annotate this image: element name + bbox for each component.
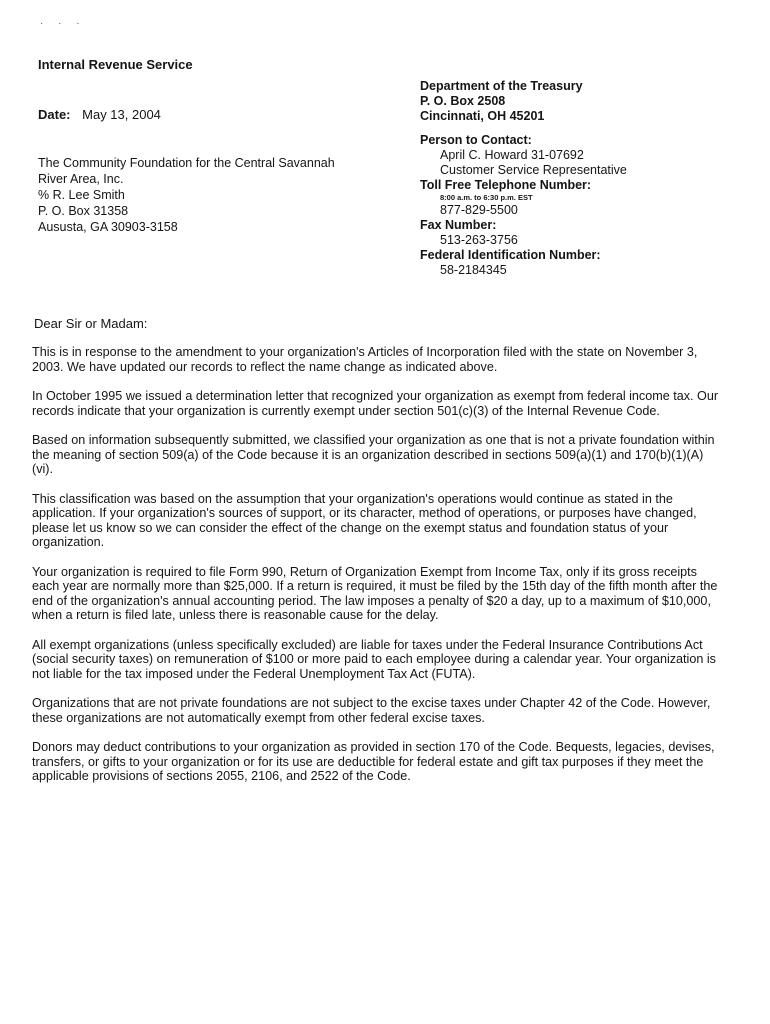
salutation: Dear Sir or Madam: <box>34 316 148 331</box>
body-paragraph: In October 1995 we issued a determination letter that recognized your organization as exempt from federal income tax. Our records indicate that your organization is currently exempt under section 501(c)(3) of the Internal Revenue Code. <box>32 389 719 418</box>
phone-label: Toll Free Telephone Number: <box>420 178 592 192</box>
fax-number: 513-263-3756 <box>440 233 518 247</box>
department-info-block <box>420 79 627 278</box>
addressee-line: Aususta, GA 30903-3158 <box>38 220 178 234</box>
scan-specks: · · · <box>40 18 86 29</box>
body-paragraph: Organizations that are not private foundations are not subject to the excise taxes under Chapter 42 of the Code. However, these organizations are not automatically exempt from other federal excise taxes. <box>32 696 711 725</box>
addressee-block <box>38 155 335 235</box>
body-paragraph: This is in response to the amendment to your organization's Articles of Incorporation filed with the state on November 3, 2003. We have updated our records to reflect the name change as indicated above. <box>32 345 698 374</box>
contact-title: Customer Service Representative <box>440 163 627 177</box>
department-name: Department of the Treasury <box>420 79 583 93</box>
addressee-line: River Area, Inc. <box>38 172 124 186</box>
letter-date <box>38 107 161 122</box>
body-paragraph: Your organization is required to file Form 990, Return of Organization Exempt from Income Tax, only if its gross receipts each year are normally more than $25,000. If a return is required, it must be filed by the 15th day of the fifth month after the end of the organization's annual accounting period. The law imposes a penalty of $20 a day, up to a maximum of $10,000, when a return is filed late, unless there is reasonable cause for the delay. <box>32 564 718 622</box>
body-paragraph: All exempt organizations (unless specifically excluded) are liable for taxes under the Federal Insurance Contributions Act (social security taxes) on remuneration of $100 or more paid to each employee during a calendar year. Your organization is not liable for the tax imposed under the Federal Unemployment Tax Act (FUTA). <box>32 637 716 681</box>
body-paragraph: This classification was based on the assumption that your organization's operations would continue as stated in the application. If your organization's sources of support, or its character, method of operations, or purposes have changed, please let us know so we can consider the effect of the change on the exempt status and foundation status of your organization. <box>32 491 697 549</box>
phone-hours: 8:00 a.m. to 6:30 p.m. EST <box>440 193 533 202</box>
body-paragraph: Based on information subsequently submitted, we classified your organization as one that is not a private foundation within the meaning of section 509(a) of the Code because it is an organization described in sections 509(a)(1) and 170(b)(1)(A)(vi). <box>32 433 715 476</box>
fein-label: Federal Identification Number: <box>420 248 601 262</box>
fax-label: Fax Number: <box>420 218 497 232</box>
body-paragraph: Donors may deduct contributions to your organization as provided in section 170 of the Code. Bequests, legacies, devises, transfers, or gifts to your organization or for its use are deductible for federal estate and gift tax purposes if they meet the applicable provisions of sections 2055, 2106, and 2522 of the Code. <box>32 740 715 783</box>
phone-number: 877-829-5500 <box>440 203 518 217</box>
contact-label: Person to Contact: <box>420 133 532 147</box>
contact-name: April C. Howard 31-07692 <box>440 148 584 162</box>
letter-body <box>32 345 720 799</box>
date-value: May 13, 2004 <box>82 107 161 122</box>
fein-number: 58-2184345 <box>440 263 507 277</box>
date-label: Date: <box>38 107 71 122</box>
department-city: Cincinnati, OH 45201 <box>420 109 545 123</box>
department-box: P. O. Box 2508 <box>420 94 506 108</box>
addressee-line: P. O. Box 31358 <box>38 204 129 218</box>
agency-name: Internal Revenue Service <box>38 57 193 72</box>
addressee-line: % R. Lee Smith <box>38 188 125 202</box>
addressee-line: The Community Foundation for the Central Savannah <box>38 156 335 170</box>
